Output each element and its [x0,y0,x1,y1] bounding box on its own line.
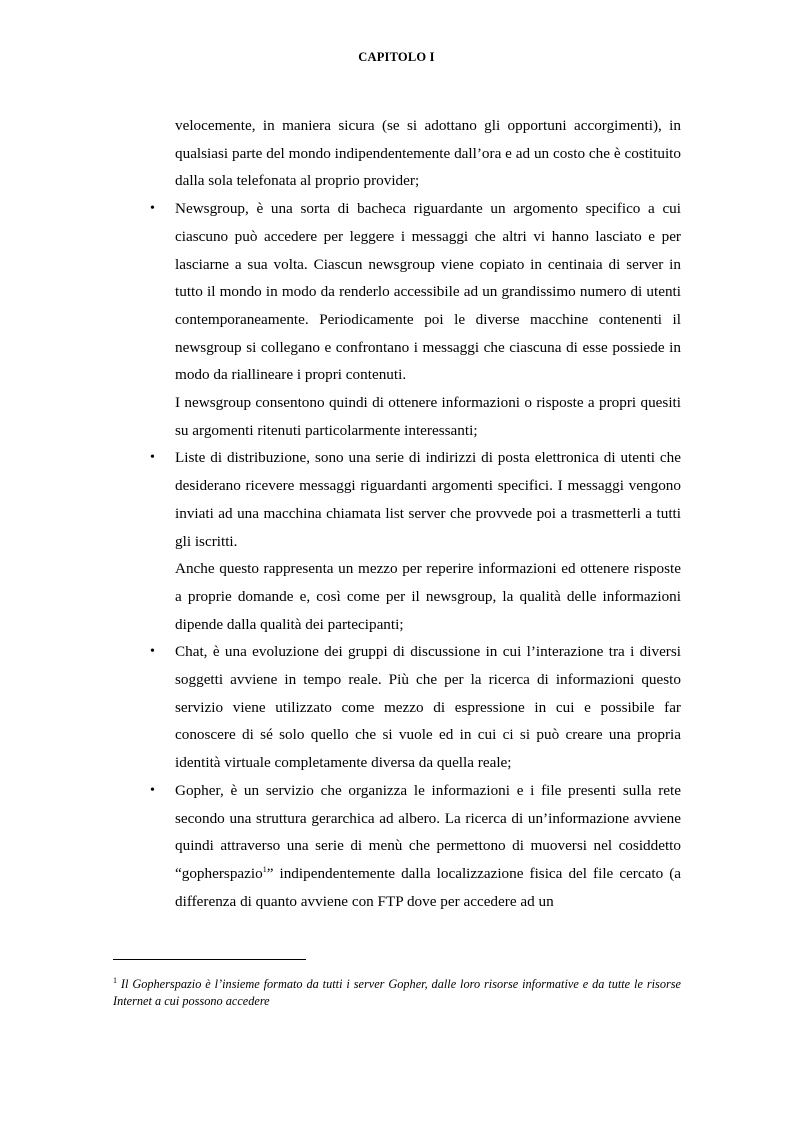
list-item-newsgroup [150,195,681,444]
bullet-icon: • [150,450,155,466]
footnote-reference: 1 [262,864,267,874]
body-text [150,112,681,915]
continuation-paragraph: velocemente, in maniera sicura (se si adottano gli opportuni accorgimenti), in qualsiasi parte del mondo indipendentemente dall’ora e ad un costo che è costituito dalla sola telefonata al proprio provider; [175,117,681,190]
footnote-number: 1 [113,975,117,985]
list-item-gopher [150,777,681,916]
list-item-chat [150,638,681,777]
footnote-text: Il Gopherspazio è l’insieme formato da tutti i server Gopher, dalle loro risorse informative e da tutte le risorse Internet a cui possono accedere [113,977,681,1008]
bullet-icon: • [150,201,155,217]
list-item-paragraph: I newsgroup consentono quindi di ottenere informazioni o risposte a propri quesiti su argomenti ritenuti particolarmente interessanti; [175,394,681,439]
list-item-paragraph: Newsgroup, è una sorta di bacheca riguardante un argomento specifico a cui ciascuno può accedere per leggere i messaggi che altri vi hanno lasciato e per lasciarne a sua volta. Ciascun newsgroup viene copiato in centinaia di server in tutto il mondo in modo da renderlo accessibile ad un grandissimo numero di utenti contemporaneamente. Periodicamente poi le diverse macchine contenenti il newsgroup si collegano e confrontano i messaggi che ciascuna di esse possiede in modo da riallineare i propri contenuti. [175,200,681,384]
list-item-mailing-lists [150,444,681,638]
bullet-icon: • [150,782,155,798]
list-item-paragraph [175,777,681,916]
list-item-paragraph: Liste di distribuzione, sono una serie di indirizzi di posta elettronica di utenti che desiderano ricevere messaggi riguardanti argomenti specifici. I messaggi vengono inviati ad una macchina chiamata list server che provvede poi a trasmetterli a tutti gli iscritti. [175,449,681,550]
page-header: CAPITOLO I [358,50,435,64]
footnote-separator [113,959,306,960]
footnote [113,976,681,1010]
gopher-text-after: ” indipendentemente dalla localizzazione fisica del file cercato (a differenza di quanto avviene con FTP dove per accedere ad un [175,864,681,910]
bullet-icon: • [150,644,155,660]
list-item-paragraph: Anche questo rappresenta un mezzo per reperire informazioni ed ottenere risposte a proprie domande e, così come per il newsgroup, la qualità delle informazioni dipende dalla qualità dei partecipanti; [175,560,681,633]
gopher-text-before: Gopher, è un servizio che organizza le informazioni e i file presenti sulla rete secondo una struttura gerarchica ad albero. La ricerca di un’informazione avviene quindi attraverso una serie di menù che permettono di muoversi nel cosiddetto “gopherspazio [175,781,681,882]
list-item-paragraph: Chat, è una evoluzione dei gruppi di discussione in cui l’interazione tra i diversi soggetti avviene in tempo reale. Più che per la ricerca di informazioni questo servizio viene utilizzato come mezzo di espressione in cui e possibile far conoscere di sé solo quello che si vuole ed in cui ci si può creare una propria identità virtuale completamente diversa da quella reale; [175,643,681,772]
